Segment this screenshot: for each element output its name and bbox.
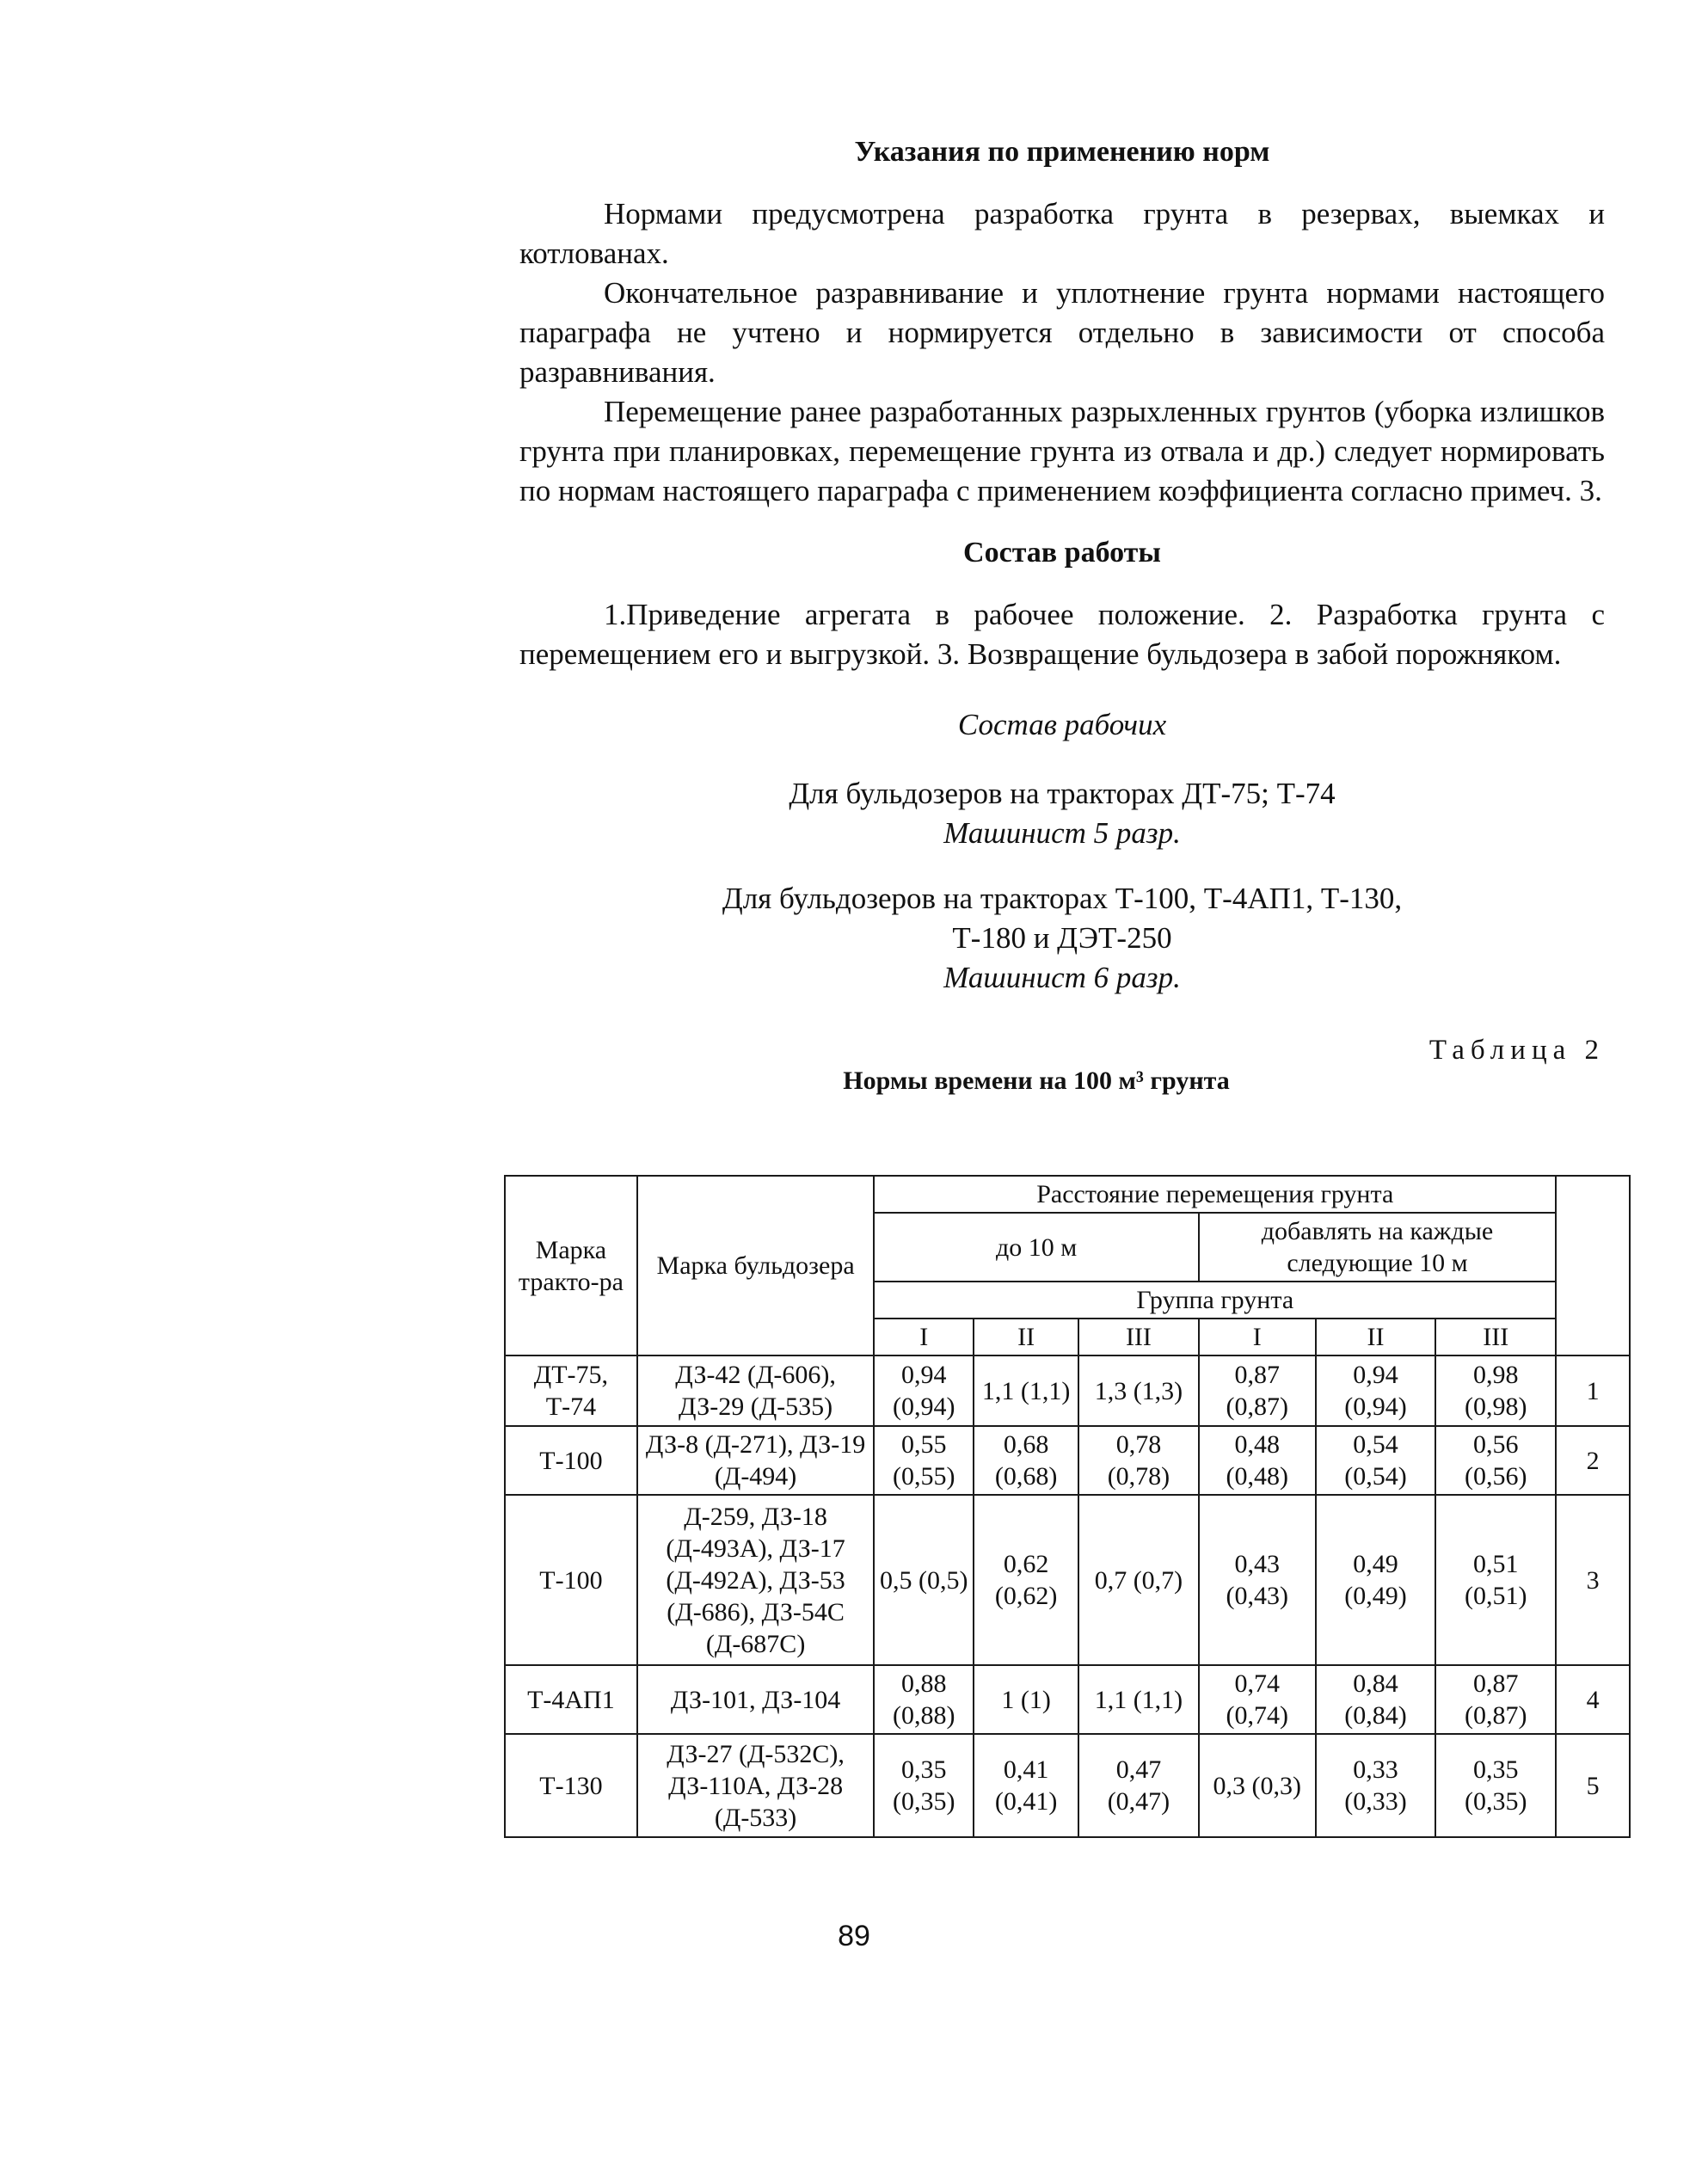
page-number: 89 xyxy=(838,1920,870,1952)
bulldozer-cell: ДЗ-42 (Д-606), ДЗ-29 (Д-535) xyxy=(637,1355,875,1426)
value-cell: 1,1 (1,1) xyxy=(974,1355,1078,1426)
group-b-worker: Машинист 6 разр. xyxy=(943,961,1181,994)
worker-group-b xyxy=(519,879,1605,998)
value-cell: 0,94 (0,94) xyxy=(1316,1355,1436,1426)
group-a-worker: Машинист 5 разр. xyxy=(943,816,1181,850)
header-upto10: до 10 м xyxy=(874,1213,1198,1282)
group-b-line1: Для бульдозеров на тракторах Т-100, Т-4АП1, Т-130, xyxy=(722,882,1403,915)
value-cell: 0,54 (0,54) xyxy=(1316,1426,1436,1495)
value-cell: 0,87 (0,87) xyxy=(1435,1665,1556,1734)
section-heading: Указания по применению норм xyxy=(854,136,1270,168)
row-number: 5 xyxy=(1556,1734,1630,1837)
value-cell: 0,33 (0,33) xyxy=(1316,1734,1436,1837)
norms-table xyxy=(504,1175,1631,1838)
value-cell: 0,84 (0,84) xyxy=(1316,1665,1436,1734)
value-cell: 0,3 (0,3) xyxy=(1199,1734,1316,1837)
group-label: III xyxy=(1435,1319,1556,1355)
header-tractor: Марка тракто-ра xyxy=(505,1176,637,1355)
value-cell: 0,87 (0,87) xyxy=(1199,1355,1316,1426)
group-label: I xyxy=(1199,1319,1316,1355)
group-label: II xyxy=(974,1319,1078,1355)
value-cell: 0,5 (0,5) xyxy=(874,1495,974,1665)
value-cell: 1 (1) xyxy=(974,1665,1078,1734)
value-cell: 0,35 (0,35) xyxy=(874,1734,974,1837)
section-heading: Состав работы xyxy=(963,537,1161,569)
value-cell: 0,47 (0,47) xyxy=(1078,1734,1199,1837)
value-cell: 1,1 (1,1) xyxy=(1078,1665,1199,1734)
value-cell: 0,88 (0,88) xyxy=(874,1665,974,1734)
header-group: Группа грунта xyxy=(874,1282,1556,1319)
value-cell: 0,56 (0,56) xyxy=(1435,1426,1556,1495)
value-cell: 0,62 (0,62) xyxy=(974,1495,1078,1665)
work-composition-text: 1.Приведение агрегата в рабочее положение. 2. Разработка грунта с перемещением его и выгрузкой. 3. Возвращение бульдозера в забой порожняком. xyxy=(519,598,1605,671)
row-number: 4 xyxy=(1556,1665,1630,1734)
value-cell: 0,43 (0,43) xyxy=(1199,1495,1316,1665)
value-cell: 0,41 (0,41) xyxy=(974,1734,1078,1837)
workers-title: Состав рабочих xyxy=(957,708,1167,741)
value-cell: 0,55 (0,55) xyxy=(874,1426,974,1495)
tractor-cell: Т-130 xyxy=(505,1734,637,1837)
page-content xyxy=(519,129,1605,1096)
group-a-line: Для бульдозеров на тракторах ДТ-75; Т-74 xyxy=(789,777,1336,810)
table-label: Таблица 2 xyxy=(1428,1035,1605,1066)
value-cell: 0,48 (0,48) xyxy=(1199,1426,1316,1495)
header-bulldozer: Марка бульдозера xyxy=(637,1176,875,1355)
group-label: I xyxy=(874,1319,974,1355)
paragraph: Нормами предусмотрена разработка грунта в резервах, выемках и котлованах. xyxy=(519,197,1605,270)
tractor-cell: ДТ-75, Т-74 xyxy=(505,1355,637,1426)
value-cell: 0,35 (0,35) xyxy=(1435,1734,1556,1837)
paragraph: Перемещение ранее разработанных разрыхленных грунтов (уборка излишков грунта при планировках, перемещение грунта из отвала и др.) следует нормировать по нормам настоящего параграфа с применением коэффициента согласно примеч. 3. xyxy=(519,395,1605,507)
value-cell: 0,68 (0,68) xyxy=(974,1426,1078,1495)
row-number: 1 xyxy=(1556,1355,1630,1426)
header-rownum xyxy=(1556,1176,1630,1355)
table-row xyxy=(505,1665,1630,1734)
bulldozer-cell: Д-259, ДЗ-18 (Д-493А), ДЗ-17 (Д-492А), ДЗ-53 (Д-686), ДЗ-54С (Д-687С) xyxy=(637,1495,875,1665)
table-row xyxy=(505,1426,1630,1495)
value-cell: 0,94 (0,94) xyxy=(874,1355,974,1426)
table-row xyxy=(505,1355,1630,1426)
bulldozer-cell: ДЗ-101, ДЗ-104 xyxy=(637,1665,875,1734)
table-row xyxy=(505,1734,1630,1837)
bulldozer-cell: ДЗ-27 (Д-532С), ДЗ-110А, ДЗ-28 (Д-533) xyxy=(637,1734,875,1837)
row-number: 2 xyxy=(1556,1426,1630,1495)
tractor-cell: Т-4АП1 xyxy=(505,1665,637,1734)
group-label: II xyxy=(1316,1319,1436,1355)
value-cell: 0,49 (0,49) xyxy=(1316,1495,1436,1665)
value-cell: 1,3 (1,3) xyxy=(1078,1355,1199,1426)
value-cell: 0,78 (0,78) xyxy=(1078,1426,1199,1495)
tractor-cell: Т-100 xyxy=(505,1495,637,1665)
header-each10: добавлять на каждые следующие 10 м xyxy=(1199,1213,1556,1282)
group-b-line2: Т-180 и ДЭТ-250 xyxy=(952,921,1172,955)
header-distance: Расстояние перемещения грунта xyxy=(874,1176,1556,1213)
bulldozer-cell: ДЗ-8 (Д-271), ДЗ-19 (Д-494) xyxy=(637,1426,875,1495)
tractor-cell: Т-100 xyxy=(505,1426,637,1495)
paragraph: Окончательное разравнивание и уплотнение грунта нормами настоящего параграфа не учтено и нормируется отдельно в зависимости от способа разравнивания. xyxy=(519,276,1605,389)
value-cell: 0,7 (0,7) xyxy=(1078,1495,1199,1665)
value-cell: 0,74 (0,74) xyxy=(1199,1665,1316,1734)
worker-group-a xyxy=(519,774,1605,853)
table-title: Нормы времени на 100 м³ грунта xyxy=(843,1067,1230,1095)
group-label: III xyxy=(1078,1319,1199,1355)
value-cell: 0,98 (0,98) xyxy=(1435,1355,1556,1426)
value-cell: 0,51 (0,51) xyxy=(1435,1495,1556,1665)
row-number: 3 xyxy=(1556,1495,1630,1665)
table-row xyxy=(505,1495,1630,1665)
